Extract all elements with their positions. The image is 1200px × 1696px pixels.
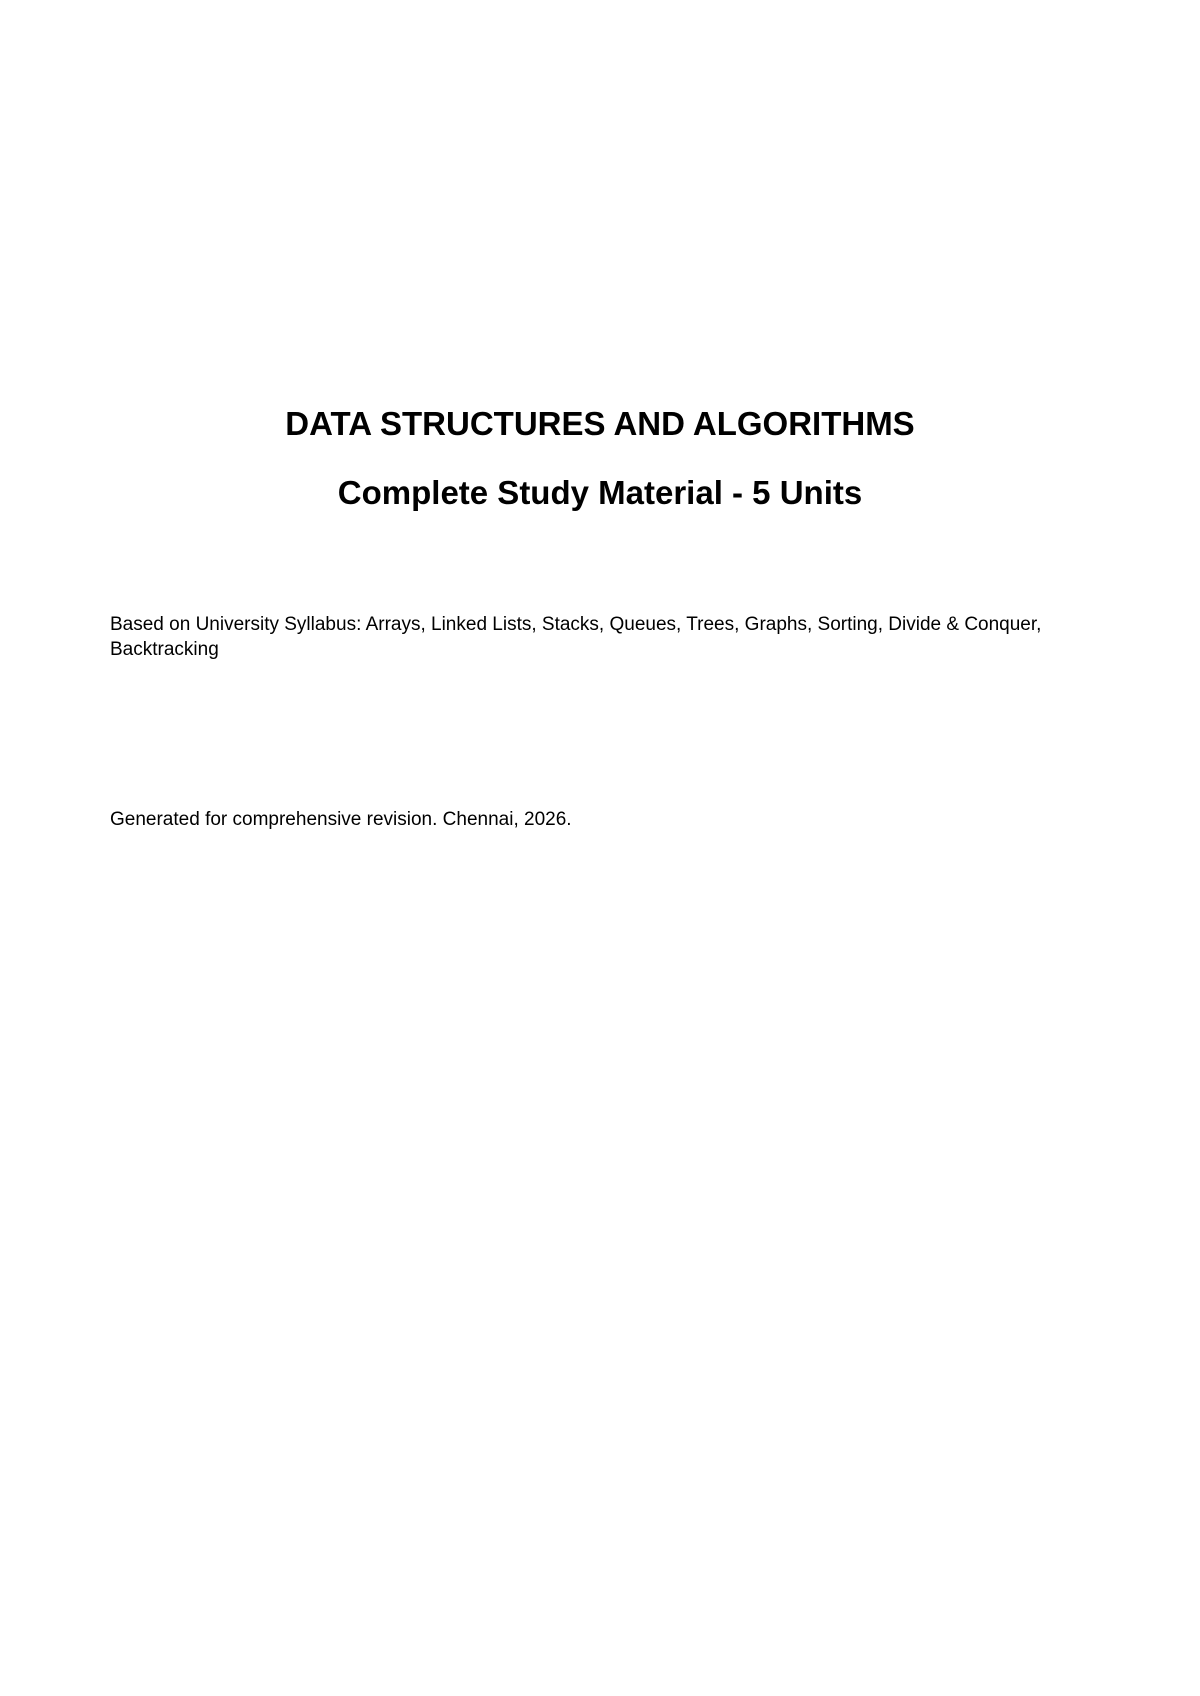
document-subtitle: Complete Study Material - 5 Units bbox=[337, 474, 863, 511]
syllabus-description: Based on University Syllabus: Arrays, Linked Lists, Stacks, Queues, Trees, Graphs, Sorting, Divide & Conquer, Backtracking bbox=[110, 614, 1042, 660]
generated-note: Generated for comprehensive revision. Chennai, 2026. bbox=[110, 809, 572, 830]
document-title: DATA STRUCTURES AND ALGORITHMS bbox=[285, 405, 915, 442]
